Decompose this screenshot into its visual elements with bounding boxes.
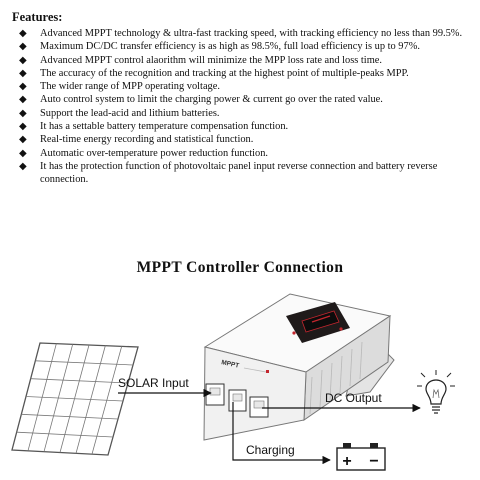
diamond-bullet-icon: ◆ xyxy=(19,147,27,159)
diamond-bullet-icon: ◆ xyxy=(19,54,27,66)
feature-text: The accuracy of the recognition and tracking at the highest point of multiple-peaks MPP. xyxy=(40,67,409,79)
diamond-bullet-icon: ◆ xyxy=(19,67,27,79)
diagram-title: MPPT Controller Connection xyxy=(136,259,344,276)
feature-text: Real-time energy recording and statistical function. xyxy=(40,134,254,146)
feature-text: Maximum DC/DC transfer efficiency is as high as 98.5%, full load efficiency is up to 97%. xyxy=(40,41,420,53)
feature-text: It has a settable battery temperature compensation function. xyxy=(40,121,289,133)
diamond-bullet-icon: ◆ xyxy=(19,81,27,93)
feature-text: Automatic over-temperature power reduction function. xyxy=(40,147,269,159)
diamond-bullet-icon: ◆ xyxy=(19,121,27,133)
feature-text: Advanced MPPT technology & ultra-fast tracking speed, with tracking efficiency no less than 99.5%. xyxy=(40,28,463,39)
diamond-bullet-icon: ◆ xyxy=(19,107,27,119)
diamond-bullet-icon: ◆ xyxy=(19,94,27,106)
charging-label: Charging xyxy=(246,443,295,457)
battery-minus-label: − xyxy=(369,453,379,470)
controller-brand-text: MPPT xyxy=(220,359,240,370)
solar-panel-icon xyxy=(12,343,138,455)
battery-plus-label: + xyxy=(342,453,352,470)
solar-input-label: SOLAR Input xyxy=(118,376,189,390)
feature-text: Advanced MPPT control alaorithm will minimize the MPP loss rate and loss time. xyxy=(40,54,382,66)
feature-text: Support the lead-acid and lithium batteries. xyxy=(40,107,220,119)
dc-output-label: DC Output xyxy=(325,391,382,405)
feature-text: The wider range of MPP operating voltage. xyxy=(40,81,220,93)
feature-text: It has the protection function of photovoltaic panel input reverse connection and battery reverse connection. xyxy=(40,160,438,186)
features-title: Features: xyxy=(12,10,63,24)
light-bulb-icon xyxy=(417,370,455,413)
diamond-bullet-icon: ◆ xyxy=(19,41,27,53)
battery-icon xyxy=(337,443,385,470)
feature-text: Auto control system to limit the charging power & current go over the rated value. xyxy=(40,94,383,106)
diamond-bullet-icon: ◆ xyxy=(19,134,27,146)
diamond-bullet-icon: ◆ xyxy=(19,28,27,39)
diamond-bullet-icon: ◆ xyxy=(19,160,27,172)
